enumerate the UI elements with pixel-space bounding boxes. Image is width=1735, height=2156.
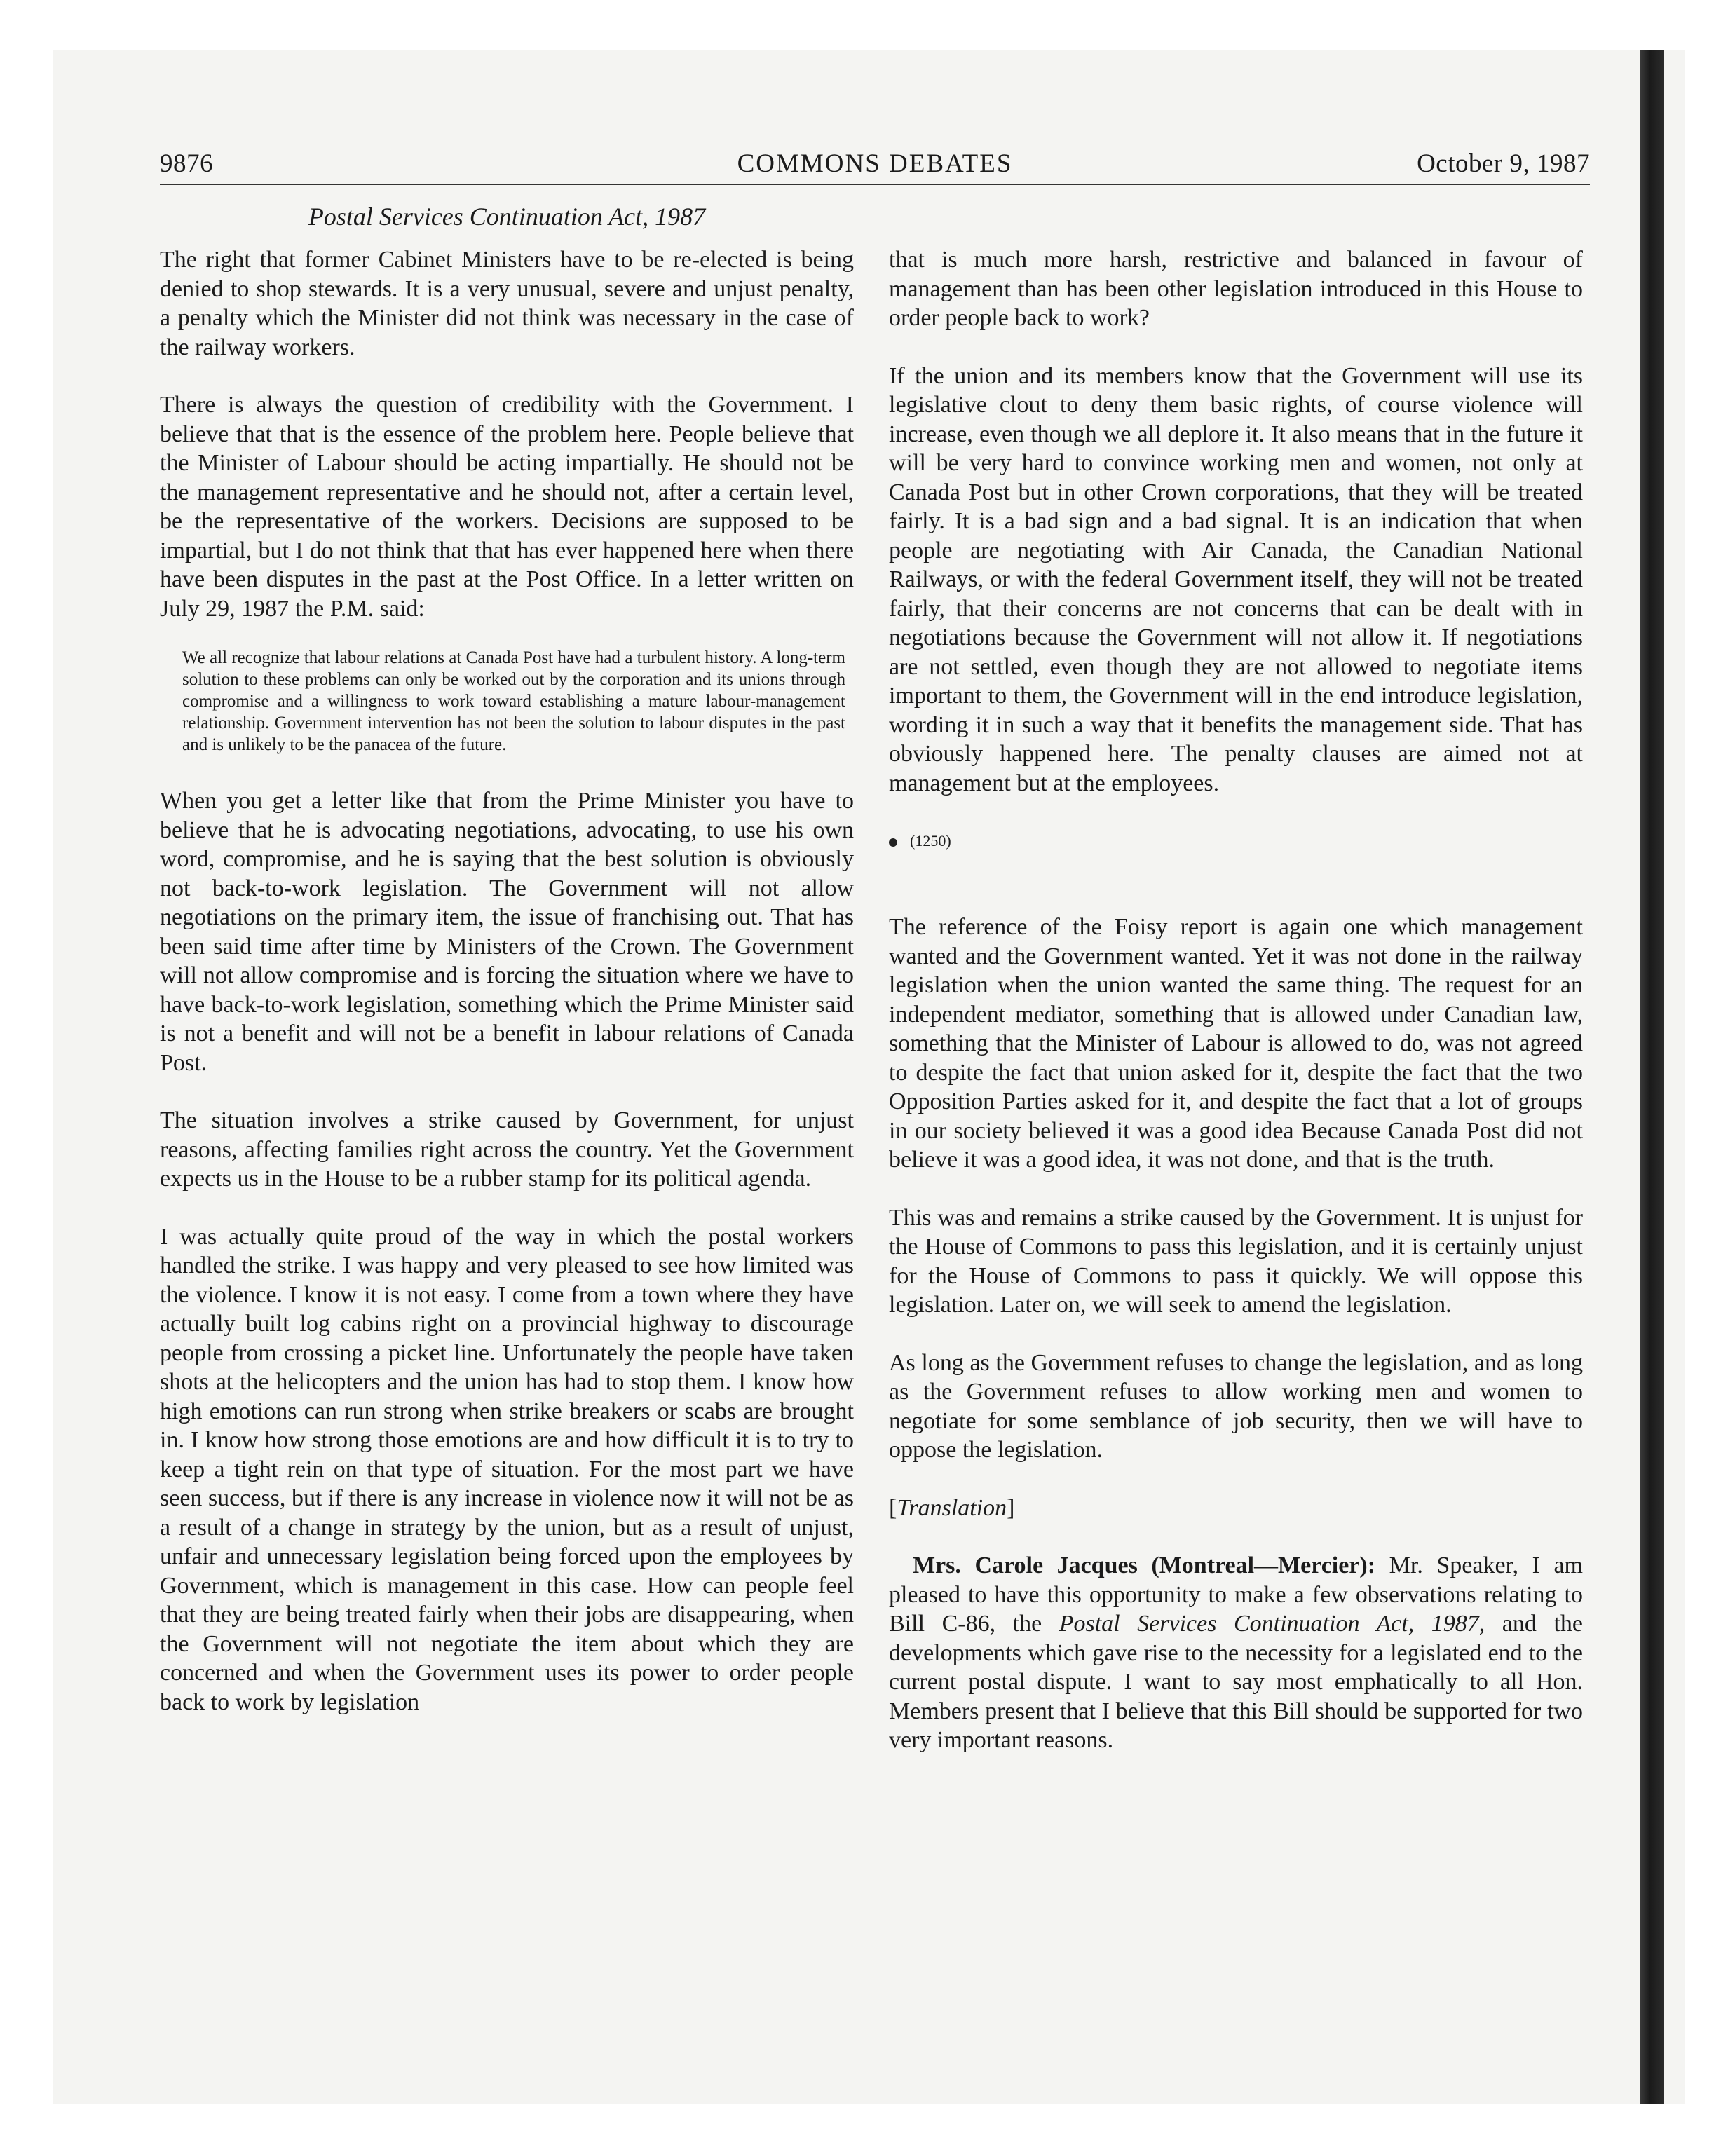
page-header [160, 149, 1590, 184]
time-marker-text: (1250) [910, 832, 951, 850]
right-paragraph-6 [889, 1551, 1583, 1755]
left-paragraph-4: The situation involves a strike caused by Government, for unjust reasons, affecting families right across the country. Yet the Government expects us in the House to be a rubber stamp for its political agenda. [160, 1107, 854, 1192]
right-paragraph-4: This was and remains a strike caused by the Government. It is unjust for the House of Commons to pass this legislation, and it is certainly unjust for the House of Commons to pass it quickly. We will oppose this legislation. Later on, we will seek to amend the legislation. [889, 1204, 1583, 1318]
right-paragraph-1: that is much more harsh, restrictive and balanced in favour of management than has been other legislation introduced in this House to order people back to work? [889, 247, 1583, 331]
publication-title: COMMONS DEBATES [737, 149, 1013, 178]
time-marker [889, 826, 1583, 855]
speech-text-a: Mr. Speaker, I am pleased to have this opportunity to make a few observations relating to Bill C-86, the [889, 1553, 1583, 1637]
right-column [889, 245, 1583, 1755]
right-paragraph-5: As long as the Government refuses to change the legislation, and as long as the Government refuses to allow working men and women to negotiate for some semblance of job security, then we will have to oppose the legislation. [889, 1349, 1583, 1463]
right-paragraph-2: If the union and its members know that the Government will use its legislative clout to deny them basic rights, of course violence will increase, even though we all deplore it. It also means that in the future it will be very hard to convince working men and women, not only at Canada Post but in other Crown corporations, that they will be treated fairly. It is a bad sign and a bad signal. It is an indication that when people are negotiating with Air Canada, the Canadian National Railways, or with the federal Government itself, they will not be treated fairly, that their concerns are not concerns that can be dealt with in negotiations because the Government will not allow it. If negotiations are not settled, even though they are not allowed to negotiate items important to them, the Government will in the end introduce legislation, wording it in such a way that it benefits the management side. That has obviously happened here. The penalty clauses are aimed not at management but at the employees. [889, 362, 1583, 796]
speech-text-b: , and the developments which gave rise to the necessity for a legislated end to the current postal dispute. I want to say most emphatically to all Hon. Members present that I believe that this Bill should be supported for two very important reasons. [889, 1611, 1583, 1753]
page-date: October 9, 1987 [1417, 149, 1590, 178]
left-column [160, 245, 854, 1717]
left-paragraph-3: When you get a letter like that from the Prime Minister you have to believe that he is advocating negotiations, advocating, to use his own word, compromise, and he is saying that the best solution is obviously not back-to-work legislation. The Government will not allow negotiations on the primary item, the issue of franchising out. That has been said time after time by Ministers of the Crown. The Government will not allow compromise and is forcing the situation where we have to have back-to-work legislation, something which the Prime Minister said is not a benefit and will not be a benefit in labour relations of Canada Post. [160, 788, 854, 1076]
header-rule [160, 184, 1590, 185]
left-paragraph-2: There is always the question of credibility with the Government. I believe that that is the essence of the problem here. People believe that the Minister of Labour should be acting impartially. He should not be the management representative and he should not, after a certain level, be the representative of the workers. Decisions are supposed to be impartial, but I do not think that that has ever happened here when there have been disputes in the past at the Post Office. In a letter written on July 29, 1987 the P.M. said: [160, 392, 854, 622]
page-number: 9876 [160, 149, 213, 178]
speaker-name: Mrs. Carole Jacques (Montreal—Mercier): [913, 1553, 1376, 1578]
scan-edge-bar [1640, 50, 1664, 2104]
bullet-icon [889, 838, 897, 847]
translation-label: Translation [897, 1494, 1007, 1521]
left-paragraph-5: I was actually quite proud of the way in which the postal workers handled the strike. I was happy and very pleased to see how limited was the violence. I know it is not easy. I come from a town where they have actually built log cabins right on a provincial highway to discourage people from crossing a picket line. Unfortunately the people have taken shots at the helicopters and the union has had to stop them. I know how high emotions can run strong when strike breakers or scabs are brought in. I know how strong those emotions are and how difficult it is to try to keep a tight rein on that type of situation. For the most part we have seen success, but if there is any increase in violence now it will not be as a result of a change in strategy by the union, but as a result of unjust, unfair and unnecessary legislation being forced upon the employees by Government, which is management in this case. How can people feel that they are being treated fairly when their jobs are disappearing, when the Government will not negotiate the item about which they are concerned and when the Government uses its power to order people back to work by legislation [160, 1223, 854, 1715]
left-paragraph-1: The right that former Cabinet Ministers have to be re-elected is being denied to shop stewards. It is a very unusual, severe and unjust penalty, a penalty which the Minister did not think was necessary in the case of the railway workers. [160, 247, 854, 360]
translation-note: [Translation] [889, 1494, 1015, 1521]
bill-title: Postal Services Continuation Act, 1987 [1059, 1611, 1479, 1637]
pm-letter-quote: We all recognize that labour relations at Canada Post have had a turbulent history. A long-term solution to these problems can only be worked out by the corporation and its unions through compromise and a willingness to work toward establishing a mature labour-management relationship. Government intervention has not been the solution to labour disputes in the past and is unlikely to be the panacea of the future. [182, 648, 845, 754]
right-paragraph-3: The reference of the Foisy report is again one which management wanted and the Government wanted. Yet it was not done in the railway legislation when the union wanted the same thing. The request for an independent mediator, something that is allowed under Canadian law, something that the Minister of Labour is allowed to do, was not agreed to despite the fact that union asked for it, despite the fact that the two Opposition Parties asked for it, and despite the fact that a lot of groups in our society believed it was a good idea Because Canada Post did not believe it was a good idea, it was not done, and that is the truth. [889, 914, 1583, 1173]
running-subhead: Postal Services Continuation Act, 1987 [308, 203, 706, 231]
